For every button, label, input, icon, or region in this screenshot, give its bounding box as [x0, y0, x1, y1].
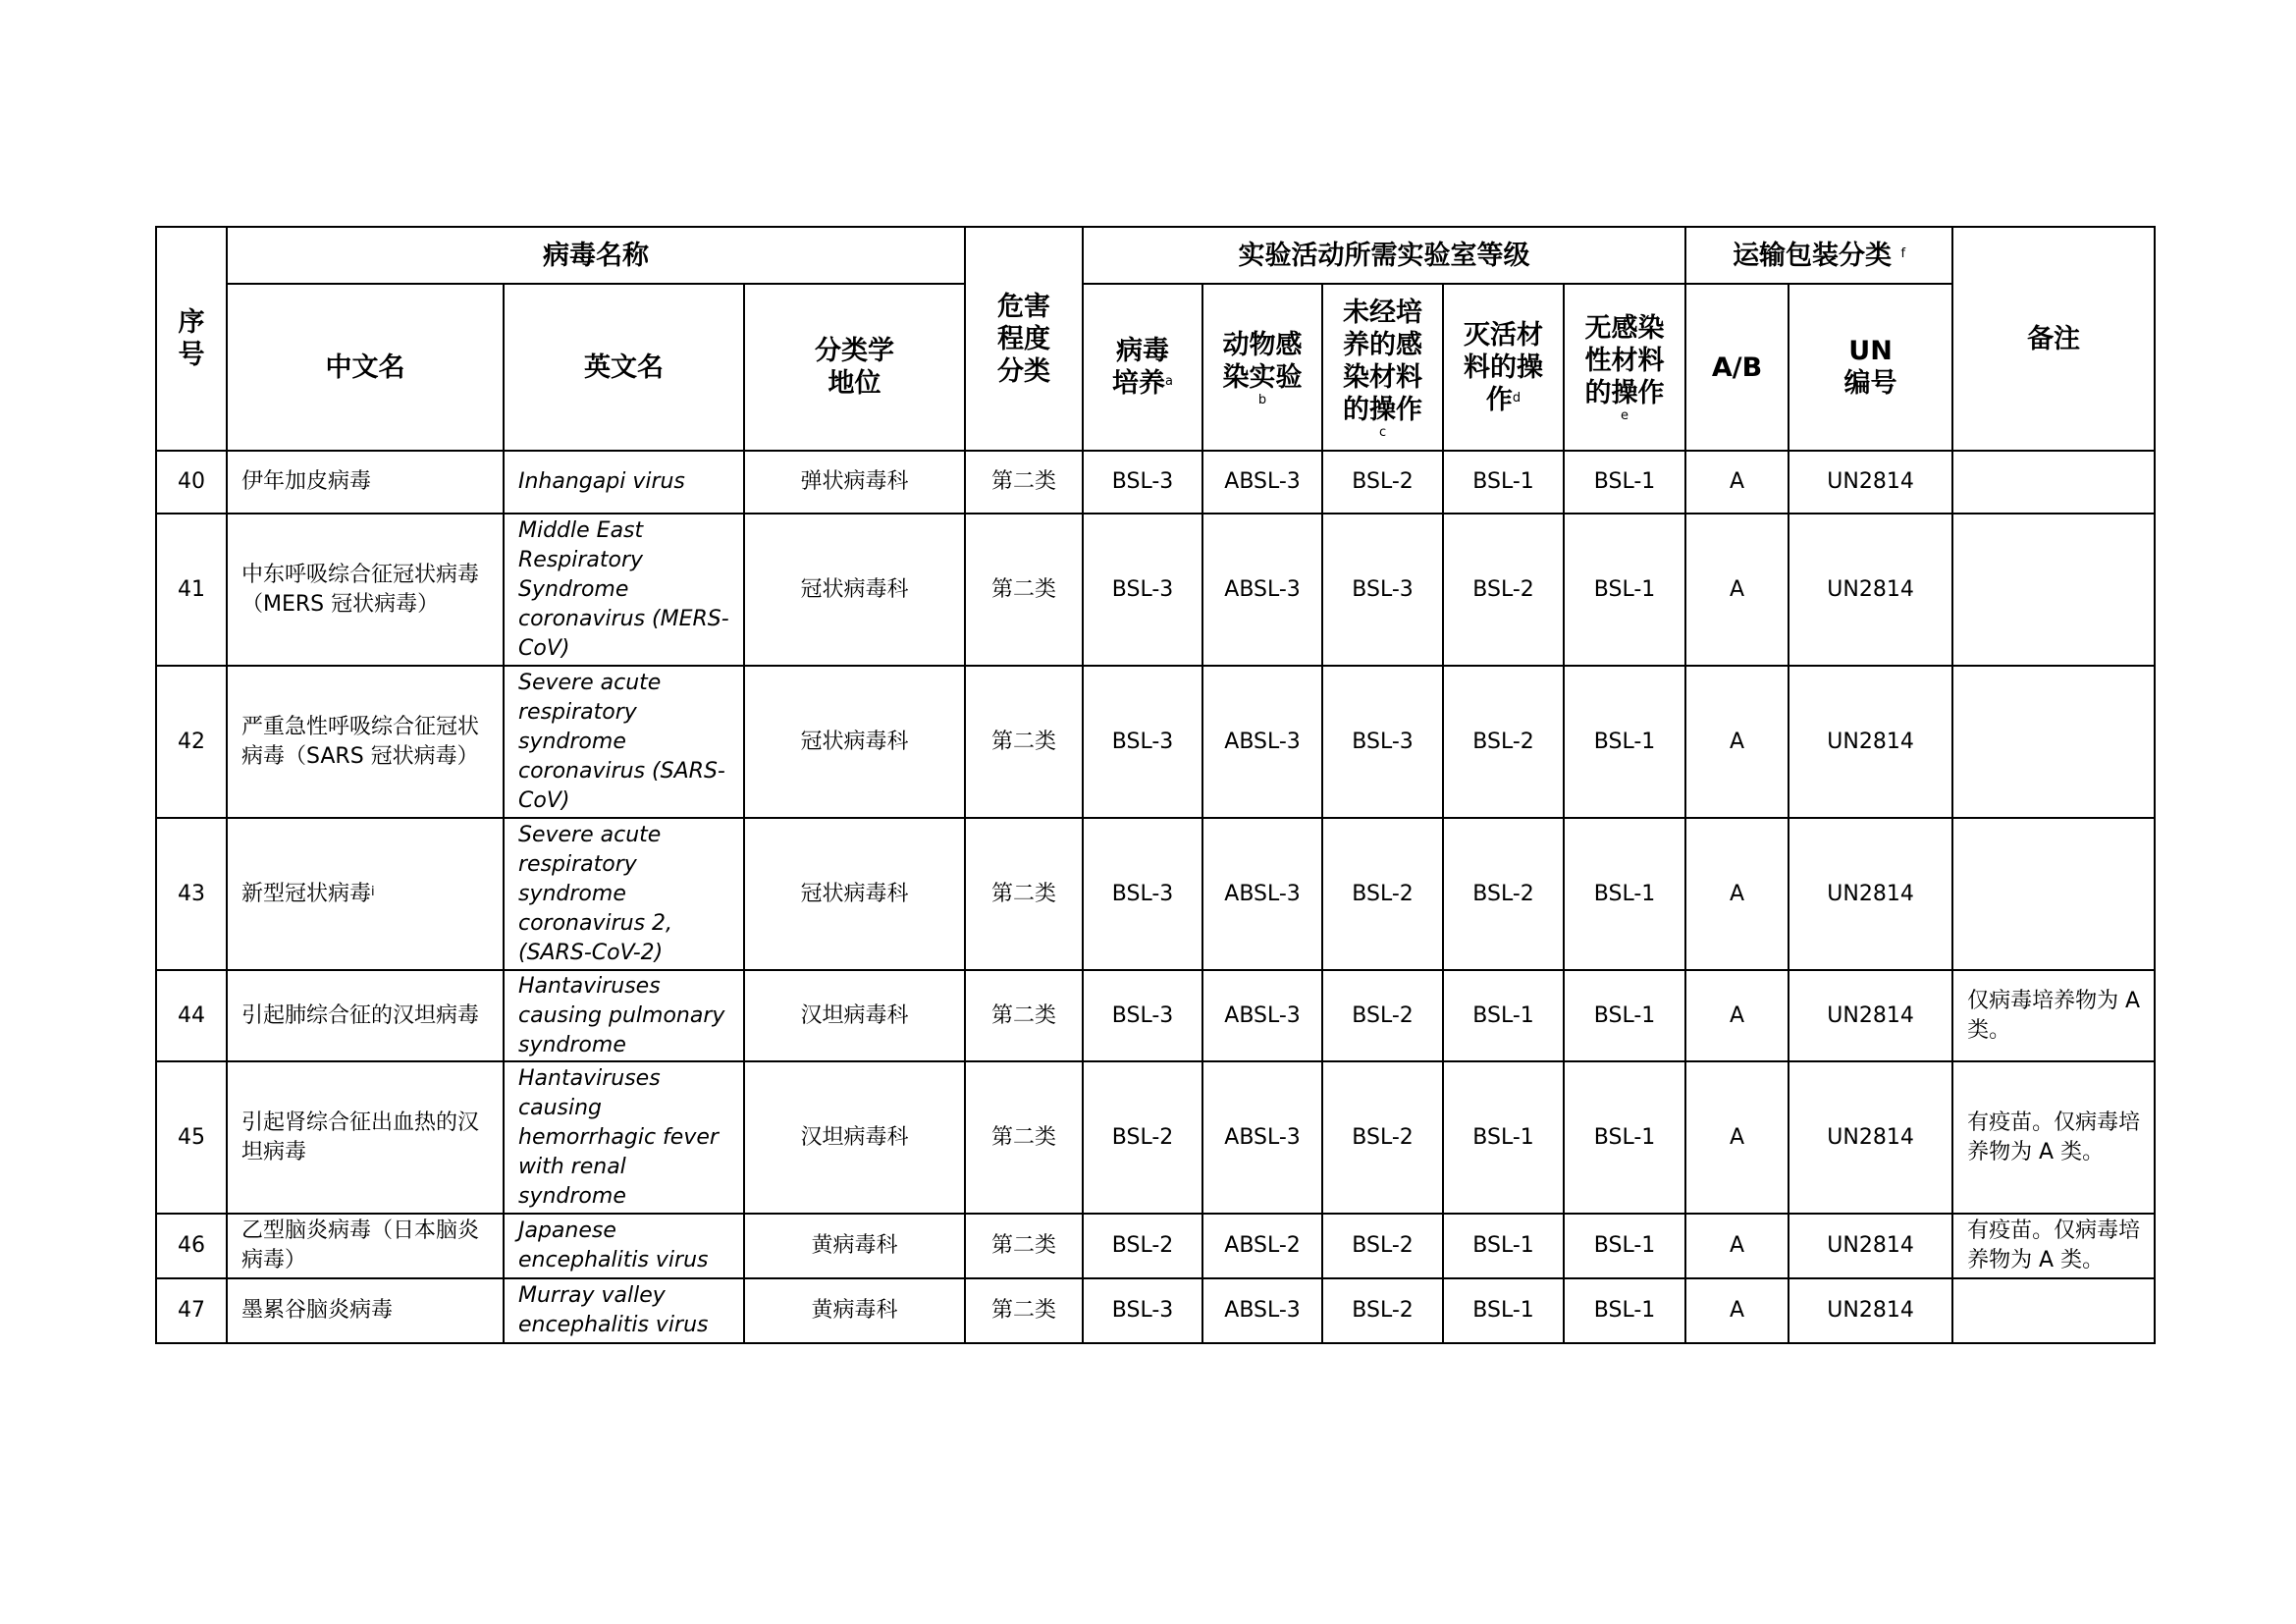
header-un: UN 编号 [1789, 284, 1952, 451]
row-no: 46 [156, 1214, 227, 1278]
row-taxonomy: 冠状病毒科 [744, 818, 965, 970]
row-cn-text: 引起肺综合征的汉坦病毒 [241, 1002, 480, 1028]
row-un: UN2814 [1789, 1214, 1952, 1278]
header-virus-name: 病毒名称 [227, 227, 965, 284]
row-cn-text: 墨累谷脑炎病毒 [241, 1298, 394, 1323]
row-ab: A [1685, 1061, 1789, 1214]
row-uncultured: BSL-3 [1322, 514, 1443, 666]
row-en-name: Inhangapi virus [504, 451, 744, 514]
table-header [156, 227, 2155, 451]
header-noninfectious-label: 无感染 性材料 的操作 [1584, 313, 1665, 408]
header-taxonomy: 分类学 地位 [744, 284, 965, 451]
row-ab: A [1685, 818, 1789, 970]
table-row [156, 970, 2155, 1061]
row-uncultured: BSL-2 [1322, 818, 1443, 970]
row-uncultured: BSL-2 [1322, 451, 1443, 514]
table-row [156, 1278, 2155, 1343]
row-cn-text: 新型冠状病毒 [241, 881, 372, 906]
row-cn-name [227, 970, 504, 1061]
row-cn-text: 乙型脑炎病毒（日本脑炎病毒） [241, 1218, 480, 1272]
row-hazard: 第二类 [965, 514, 1083, 666]
header-animal-label: 动物感 染实验 [1222, 329, 1303, 393]
row-uncultured: BSL-2 [1322, 1061, 1443, 1214]
row-uncultured: BSL-2 [1322, 1214, 1443, 1278]
row-no: 47 [156, 1278, 227, 1343]
row-hazard: 第二类 [965, 1061, 1083, 1214]
row-inactivated: BSL-2 [1443, 818, 1564, 970]
row-remark: 有疫苗。仅病毒培养物为 A 类。 [1952, 1061, 2155, 1214]
row-hazard: 第二类 [965, 970, 1083, 1061]
row-en-name: Middle East Respiratory Syndrome coronavirus (MERS-CoV) [504, 514, 744, 666]
row-noninfectious: BSL-1 [1564, 451, 1685, 514]
row-en-name: Murray valley encephalitis virus [504, 1278, 744, 1343]
header-animal [1202, 284, 1322, 451]
header-ab: A/B [1685, 284, 1789, 451]
row-culture: BSL-3 [1083, 1278, 1202, 1343]
header-remarks: 备注 [1952, 227, 2155, 451]
row-taxonomy: 黄病毒科 [744, 1214, 965, 1278]
row-ab: A [1685, 1278, 1789, 1343]
row-no: 42 [156, 666, 227, 818]
row-taxonomy: 弹状病毒科 [744, 451, 965, 514]
row-en-name: Severe acute respiratory syndrome coronavirus (SARS-CoV) [504, 666, 744, 818]
row-un: UN2814 [1789, 1278, 1952, 1343]
row-ab: A [1685, 666, 1789, 818]
row-remark [1952, 1278, 2155, 1343]
row-culture: BSL-2 [1083, 1214, 1202, 1278]
row-hazard: 第二类 [965, 1214, 1083, 1278]
row-culture: BSL-3 [1083, 666, 1202, 818]
row-uncultured: BSL-3 [1322, 666, 1443, 818]
row-uncultured: BSL-2 [1322, 970, 1443, 1061]
table-row [156, 666, 2155, 818]
row-cn-text: 引起肾综合征出血热的汉坦病毒 [241, 1110, 480, 1164]
row-inactivated: BSL-2 [1443, 666, 1564, 818]
footnote-b: b [1257, 392, 1267, 407]
row-inactivated: BSL-2 [1443, 514, 1564, 666]
row-taxonomy: 黄病毒科 [744, 1278, 965, 1343]
header-cn-name: 中文名 [227, 284, 504, 451]
row-uncultured: BSL-2 [1322, 1278, 1443, 1343]
footnote-i: i [371, 884, 375, 899]
footnote-f: f [1900, 245, 1906, 261]
row-un: UN2814 [1789, 818, 1952, 970]
footnote-c: c [1378, 424, 1387, 440]
row-un: UN2814 [1789, 1061, 1952, 1214]
footnote-e: e [1621, 408, 1629, 423]
table-body [156, 451, 2155, 1343]
header-en-name: 英文名 [504, 284, 744, 451]
row-inactivated: BSL-1 [1443, 970, 1564, 1061]
row-hazard: 第二类 [965, 1278, 1083, 1343]
row-remark [1952, 514, 2155, 666]
row-animal: ABSL-3 [1202, 1278, 1322, 1343]
header-seq: 序 号 [156, 227, 227, 451]
row-inactivated: BSL-1 [1443, 1278, 1564, 1343]
row-noninfectious: BSL-1 [1564, 1278, 1685, 1343]
row-cn-name [227, 666, 504, 818]
row-no: 40 [156, 451, 227, 514]
row-animal: ABSL-3 [1202, 1061, 1322, 1214]
header-inactivated [1443, 284, 1564, 451]
row-taxonomy: 冠状病毒科 [744, 514, 965, 666]
row-inactivated: BSL-1 [1443, 451, 1564, 514]
row-cn-name [227, 1278, 504, 1343]
row-un: UN2814 [1789, 451, 1952, 514]
row-hazard: 第二类 [965, 818, 1083, 970]
row-animal: ABSL-3 [1202, 514, 1322, 666]
row-cn-name [227, 1214, 504, 1278]
row-ab: A [1685, 451, 1789, 514]
row-en-name: Severe acute respiratory syndrome coronavirus 2, (SARS-CoV-2) [504, 818, 744, 970]
row-no: 43 [156, 818, 227, 970]
table-row [156, 1214, 2155, 1278]
header-hazard-class: 危害 程度 分类 [965, 227, 1083, 451]
row-remark: 仅病毒培养物为 A 类。 [1952, 970, 2155, 1061]
row-noninfectious: BSL-1 [1564, 666, 1685, 818]
row-noninfectious: BSL-1 [1564, 514, 1685, 666]
row-en-name: Hantaviruses causing hemorrhagic fever with renal syndrome [504, 1061, 744, 1214]
header-transport [1685, 227, 1952, 284]
row-en-name: Hantaviruses causing pulmonary syndrome [504, 970, 744, 1061]
footnote-a: a [1165, 374, 1174, 389]
row-culture: BSL-2 [1083, 1061, 1202, 1214]
row-animal: ABSL-3 [1202, 970, 1322, 1061]
row-culture: BSL-3 [1083, 451, 1202, 514]
row-animal: ABSL-3 [1202, 818, 1322, 970]
row-un: UN2814 [1789, 970, 1952, 1061]
header-culture-label: 病毒 培养 [1112, 336, 1170, 399]
table-row [156, 818, 2155, 970]
row-inactivated: BSL-1 [1443, 1214, 1564, 1278]
row-noninfectious: BSL-1 [1564, 970, 1685, 1061]
row-animal: ABSL-3 [1202, 666, 1322, 818]
row-noninfectious: BSL-1 [1564, 1214, 1685, 1278]
table-row [156, 451, 2155, 514]
row-taxonomy: 冠状病毒科 [744, 666, 965, 818]
header-lab-level: 实验活动所需实验室等级 [1083, 227, 1685, 284]
row-animal: ABSL-3 [1202, 451, 1322, 514]
table-row [156, 1061, 2155, 1214]
row-animal: ABSL-2 [1202, 1214, 1322, 1278]
row-cn-text: 中东呼吸综合征冠状病毒（MERS 冠状病毒） [241, 562, 480, 617]
row-ab: A [1685, 1214, 1789, 1278]
row-remark [1952, 666, 2155, 818]
row-un: UN2814 [1789, 514, 1952, 666]
row-hazard: 第二类 [965, 451, 1083, 514]
table-row [156, 514, 2155, 666]
header-uncultured [1322, 284, 1443, 451]
header-uncultured-label: 未经培 养的感 染材料 的操作 [1343, 297, 1423, 425]
header-inactivated-label: 灭活材 料的操 作 [1464, 319, 1544, 415]
row-noninfectious: BSL-1 [1564, 1061, 1685, 1214]
row-hazard: 第二类 [965, 666, 1083, 818]
row-cn-name [227, 451, 504, 514]
row-inactivated: BSL-1 [1443, 1061, 1564, 1214]
header-culture [1083, 284, 1202, 451]
row-remark: 有疫苗。仅病毒培养物为 A 类。 [1952, 1214, 2155, 1278]
row-remark [1952, 818, 2155, 970]
row-culture: BSL-3 [1083, 818, 1202, 970]
row-taxonomy: 汉坦病毒科 [744, 1061, 965, 1214]
row-culture: BSL-3 [1083, 970, 1202, 1061]
row-cn-name [227, 1061, 504, 1214]
row-cn-name [227, 514, 504, 666]
row-taxonomy: 汉坦病毒科 [744, 970, 965, 1061]
row-cn-text: 严重急性呼吸综合征冠状病毒（SARS 冠状病毒） [241, 714, 480, 769]
row-ab: A [1685, 514, 1789, 666]
row-culture: BSL-3 [1083, 514, 1202, 666]
header-transport-label: 运输包装分类 [1733, 240, 1893, 271]
header-noninfectious [1564, 284, 1685, 451]
row-remark [1952, 451, 2155, 514]
row-noninfectious: BSL-1 [1564, 818, 1685, 970]
row-un: UN2814 [1789, 666, 1952, 818]
row-en-name: Japanese encephalitis virus [504, 1214, 744, 1278]
row-no: 41 [156, 514, 227, 666]
row-no: 44 [156, 970, 227, 1061]
footnote-d: d [1512, 390, 1522, 406]
row-cn-text: 伊年加皮病毒 [241, 469, 372, 494]
virus-table [155, 226, 2156, 1344]
row-no: 45 [156, 1061, 227, 1214]
row-cn-name [227, 818, 504, 970]
row-ab: A [1685, 970, 1789, 1061]
